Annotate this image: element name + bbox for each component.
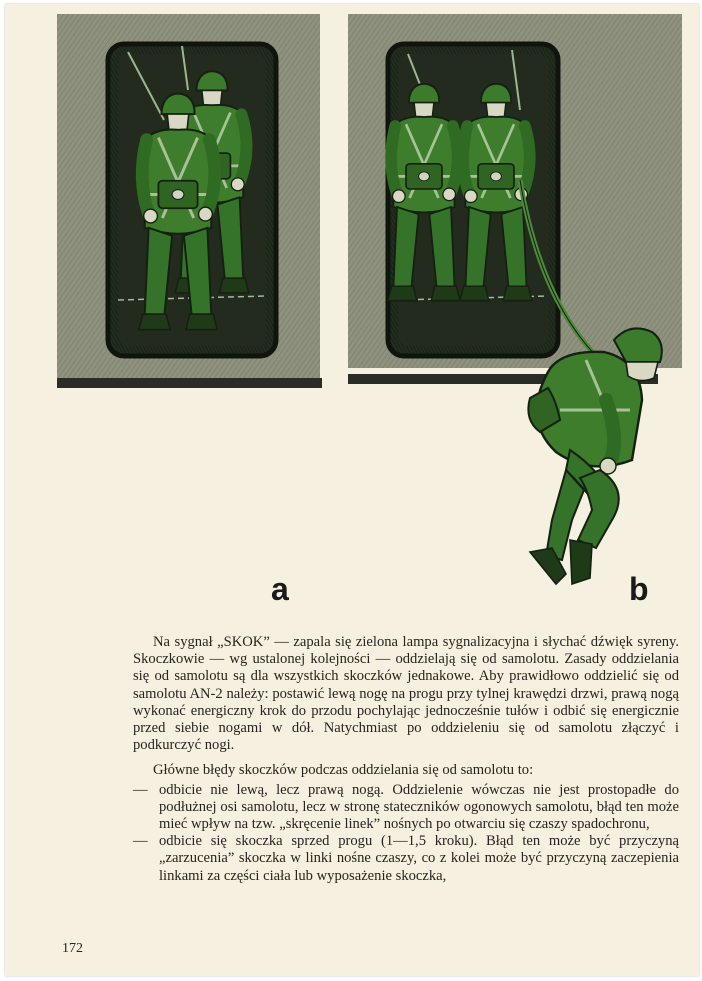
list-item xyxy=(133,833,679,885)
figure-label-a: a xyxy=(271,571,289,607)
paragraph-2: Główne błędy skoczków podczas oddzielania się od samolotu to: xyxy=(153,762,534,779)
paragraph-1: Na sygnał „SKOK” — zapala się zielona lampa sygnalizacyjna i słychać dźwięk syreny. Skoczkowie — wg ustalonej kolejności — oddzielają się od samolotu. Zasady oddzielania się od samolotu są dla wszystkich skoczków jednakowe. Aby prawidłowo oddzielić się od samolotu AN-2 należy: postawić lewą nogę na progu przy tylnej krawędzi drzwi, prawą nogą wykonać energiczny krok do przodu pochylając jednocześnie tułów i odbić się energicznie przed siebie nogami w dół. Natychmiast po oddzieleniu się od samolotu złączyć i podkurczyć nogi. xyxy=(133,634,679,754)
figure-label-b: b xyxy=(629,571,649,607)
list-item xyxy=(133,782,679,834)
list-dash: — xyxy=(133,781,148,798)
list-item-text: odbicie się skoczka sprzed progu (1—1,5 kroku). Błąd ten może być przyczyną „zarzucenia” skoczka w linki nośne czaszy, co z kolei może być przyczyną zaczepienia linkami za części ciała lub wyposażenie skoczka, xyxy=(159,833,679,884)
body-text xyxy=(133,634,679,885)
errors-list xyxy=(133,782,679,885)
list-item-text: odbicie nie lewą, lecz prawą nogą. Oddzielenie wówczas nie jest prostopadłe do podłużnej osi samolotu, lecz w stronę stateczników ogonowych samolotu, błąd ten może mieć wpływ na tzw. „skręcenie linek” nośnych po otwarciu się czaszy spadochronu, xyxy=(159,781,679,833)
page-number: 172 xyxy=(62,941,83,956)
list-dash: — xyxy=(133,833,148,850)
